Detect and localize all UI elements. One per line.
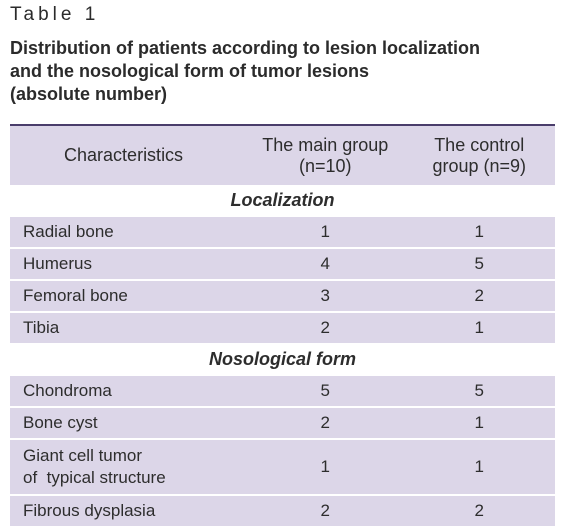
table-row: [10, 407, 555, 439]
caption-line-3: (absolute number): [10, 84, 168, 104]
row-name: Femoral bone: [10, 280, 247, 312]
header-row: [10, 125, 555, 186]
row-control-value: 2: [403, 495, 555, 527]
row-control-value: 1: [403, 216, 555, 248]
table-row: [10, 439, 555, 495]
table-row: [10, 495, 555, 527]
row-name-line2: of typical structure: [23, 468, 166, 487]
row-name-line1: Giant cell tumor: [23, 446, 143, 465]
section-row: [10, 344, 555, 375]
row-control-value: 1: [403, 439, 555, 495]
header-control-group: [403, 125, 555, 186]
caption-line-1: Distribution of patients according to lesion localization: [10, 38, 481, 58]
table-row: [10, 248, 555, 280]
table-label: Table 1: [10, 4, 100, 25]
header-main-group: [247, 125, 403, 186]
row-name: Bone cyst: [10, 407, 247, 439]
row-name: Chondroma: [10, 375, 247, 407]
row-control-value: 1: [403, 407, 555, 439]
row-main-value: 4: [247, 248, 403, 280]
row-control-value: 2: [403, 280, 555, 312]
row-main-value: 5: [247, 375, 403, 407]
row-name: Humerus: [10, 248, 247, 280]
row-name: Radial bone: [10, 216, 247, 248]
caption-line-2: and the nosological form of tumor lesions: [10, 61, 370, 81]
section-row: [10, 186, 555, 217]
row-main-value: 1: [247, 216, 403, 248]
row-main-value: 2: [247, 495, 403, 527]
header-main-group-line1: The main group: [262, 134, 389, 155]
header-control-group-line2: group (n=9): [432, 155, 526, 176]
table-row: [10, 375, 555, 407]
table-caption: [10, 37, 555, 106]
row-main-value: 2: [247, 407, 403, 439]
section-title-nosological-form: Nosological form: [10, 344, 555, 375]
row-main-value: 2: [247, 312, 403, 344]
section-title-localization: Localization: [10, 186, 555, 217]
row-control-value: 5: [403, 375, 555, 407]
header-main-group-line2: (n=10): [299, 155, 352, 176]
row-main-value: 3: [247, 280, 403, 312]
distribution-table: [10, 124, 555, 528]
table-row: [10, 312, 555, 344]
row-control-value: 1: [403, 312, 555, 344]
row-main-value: 1: [247, 439, 403, 495]
header-characteristics: Characteristics: [10, 125, 247, 186]
row-name: Tibia: [10, 312, 247, 344]
row-control-value: 5: [403, 248, 555, 280]
row-name: Fibrous dysplasia: [10, 495, 247, 527]
row-name: [10, 439, 247, 495]
table-row: [10, 280, 555, 312]
table-row: [10, 216, 555, 248]
header-control-group-line1: The control: [434, 134, 525, 155]
